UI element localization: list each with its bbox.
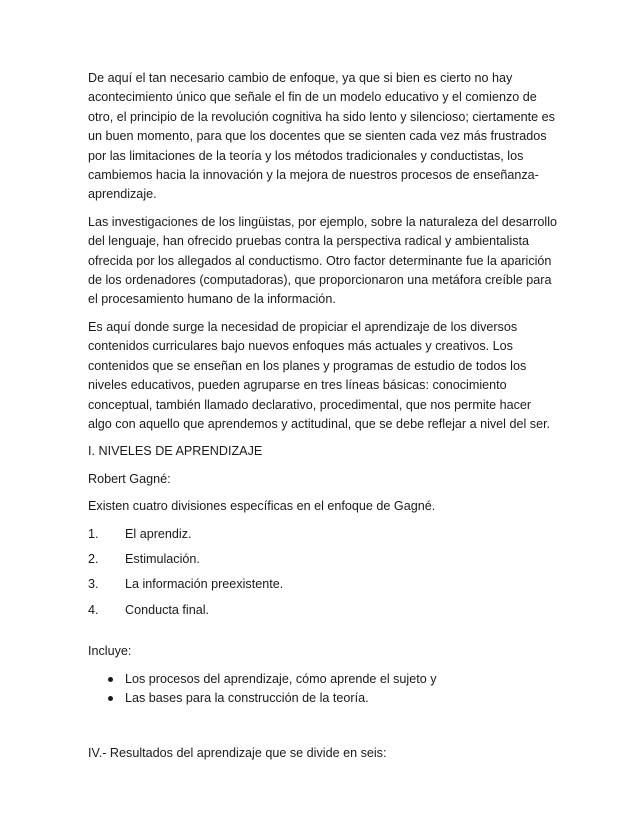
includes-label: Incluye:	[88, 644, 132, 659]
list-number: 3.	[88, 577, 99, 592]
spacer	[88, 628, 558, 642]
results-heading: IV.- Resultados del aprendizaje que se divide en seis:	[88, 746, 387, 761]
list-number: 4.	[88, 602, 99, 617]
numbered-list	[88, 525, 558, 621]
bullet-dot-icon	[88, 689, 125, 708]
section-heading: I. NIVELES DE APRENDIZAJE	[88, 444, 263, 459]
list-item	[88, 550, 558, 569]
list-text: La información preexistente.	[125, 577, 284, 592]
spacer	[88, 708, 558, 744]
list-item	[88, 575, 558, 594]
author-label: Robert Gagné:	[88, 471, 171, 486]
list-text: Conducta final.	[125, 602, 210, 617]
list-text: El aprendiz.	[125, 526, 192, 541]
paragraph-cambio-enfoque: De aquí el tan necesario cambio de enfoque, ya que si bien es cierto no hay acontecimiento único que señale el fin de un modelo educativo y el comienzo de otro, el principio de la revolución cognitiva ha sido lento y silencioso; ciertamente es un buen momento, para que los docentes que se sienten cada vez más frustrados por las limitaciones de la teoría y los métodos tradicionales y conductistas, los cambiemos hacia la innovación y la mejora de nuestros procesos de enseñanza-aprendizaje.	[88, 71, 555, 202]
paragraph-necesidad: Es aquí donde surge la necesidad de propiciar el aprendizaje de los diversos contenidos curriculares bajo nuevos enfoques más actuales y creativos. Los contenidos que se enseñan en los planes y programas de estudio de todos los niveles educativos, pueden agruparse en tres líneas básicas: conocimiento conceptual, también llamado declarativo, procedimental, que nos permite hacer algo con aquello que aprendemos y actitudinal, que se debe reflejar a nivel del ser.	[88, 319, 551, 431]
bullet-item	[88, 689, 558, 708]
paragraph-investigaciones: Las investigaciones de los lingüistas, por ejemplo, sobre la naturaleza del desarrollo del lenguaje, han ofrecido pruebas contra la perspectiva radical y ambientalista ofrecida por los allegados al conductismo. Otro factor determinante fue la aparición de los ordenadores (computadoras), que proporcionaron una metáfora creíble para el procesamiento humano de la información.	[88, 214, 558, 307]
list-item	[88, 601, 558, 620]
intro-text: Existen cuatro divisiones específicas en el enfoque de Gagné.	[88, 499, 436, 514]
list-item	[88, 525, 558, 544]
bullet-item	[88, 670, 558, 689]
list-number: 2.	[88, 551, 99, 566]
list-number: 1.	[88, 526, 99, 541]
bullet-text: Los procesos del aprendizaje, cómo aprende el sujeto y	[125, 671, 437, 686]
bullet-text: Las bases para la construcción de la teoría.	[125, 690, 369, 705]
bullet-dot-icon	[88, 670, 125, 689]
bullet-list	[88, 670, 558, 709]
list-text: Estimulación.	[125, 551, 200, 566]
